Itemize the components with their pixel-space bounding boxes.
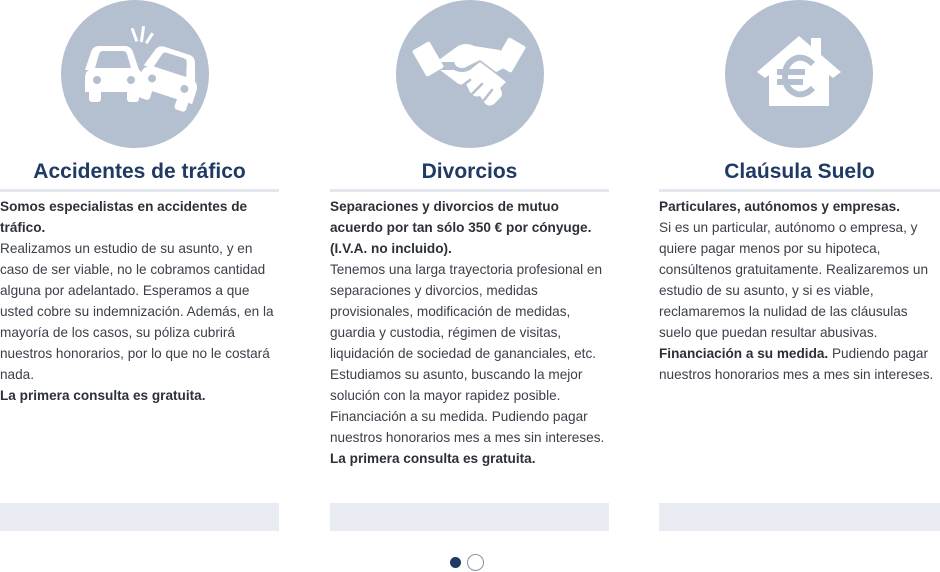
- card-lead: Separaciones y divorcios de mutuo acuerdo por tan sólo 350 € por cónyuge. (I.V.A. no incluido).: [330, 199, 592, 256]
- card-bold-inline: Financiación a su medida.: [659, 346, 829, 361]
- card-footer-bar: [330, 503, 609, 531]
- card-paragraph: Si es un particular, autónomo o empresa, y quiere pagar menos por su hipoteca, consúltenos gratuitamente. Realizaremos un estudio de su asunto, y si es viable, reclamaremos la nulidad de las cláusulas suelo que puedan resultar abusivas.: [659, 220, 929, 340]
- card-paragraph: Realizamos un estudio de su asunto, y en caso de ser viable, no le cobramos cantidad alguna por adelantado. Esperamos a que usted cobre su indemnización. Además, en la mayoría de los casos, su póliza cubrirá nuestros honorarios, por lo que no le costará nada.: [0, 241, 274, 382]
- card-title: Accidentes de tráfico: [33, 160, 246, 183]
- icon-circle: [396, 0, 544, 148]
- icon-circle: [725, 0, 873, 148]
- pagination-dot-2[interactable]: [467, 554, 484, 571]
- card-footer-bar: [659, 503, 940, 531]
- carousel-pagination: [450, 554, 484, 571]
- card-lead: Somos especialistas en accidentes de tráfico.: [0, 199, 248, 235]
- title-divider: [0, 189, 279, 192]
- handshake-icon: [396, 0, 544, 148]
- card-closing: La primera consulta es gratuita.: [0, 388, 206, 403]
- card-footer-bar: [0, 503, 279, 531]
- title-divider: [659, 189, 940, 192]
- card-paragraph: Tenemos una larga trayectoria profesional en separaciones y divorcios, medidas provisionales, modificación de medidas, guardia y custodia, régimen de visitas, liquidación de sociedad de gananciales, etc. Estudiamos su asunto, buscando la mejor solución con la mayor rapidez posible. Financiación a su medida. Pudiendo pagar nuestros honorarios mes a mes sin intereses.: [330, 262, 605, 445]
- card-body: [659, 196, 940, 385]
- card-body: [330, 196, 609, 469]
- house-euro-icon: [725, 0, 873, 148]
- icon-circle: [61, 0, 209, 148]
- card-lead: Particulares, autónomos y empresas.: [659, 199, 901, 214]
- card-title: Claúsula Suelo: [724, 160, 875, 183]
- car-crash-icon: [61, 0, 209, 148]
- card-title: Divorcios: [421, 160, 518, 183]
- pagination-dot-1-active[interactable]: [450, 557, 461, 568]
- card-closing: La primera consulta es gratuita.: [330, 451, 536, 466]
- title-divider: [330, 189, 609, 192]
- card-divorcios: [330, 0, 609, 469]
- card-paragraph-2: Pudiendo pagar nuestros honorarios mes a mes sin intereses.: [659, 346, 934, 382]
- card-body: [0, 196, 279, 406]
- card-accidentes: [0, 0, 279, 406]
- card-clausula-suelo: [659, 0, 940, 385]
